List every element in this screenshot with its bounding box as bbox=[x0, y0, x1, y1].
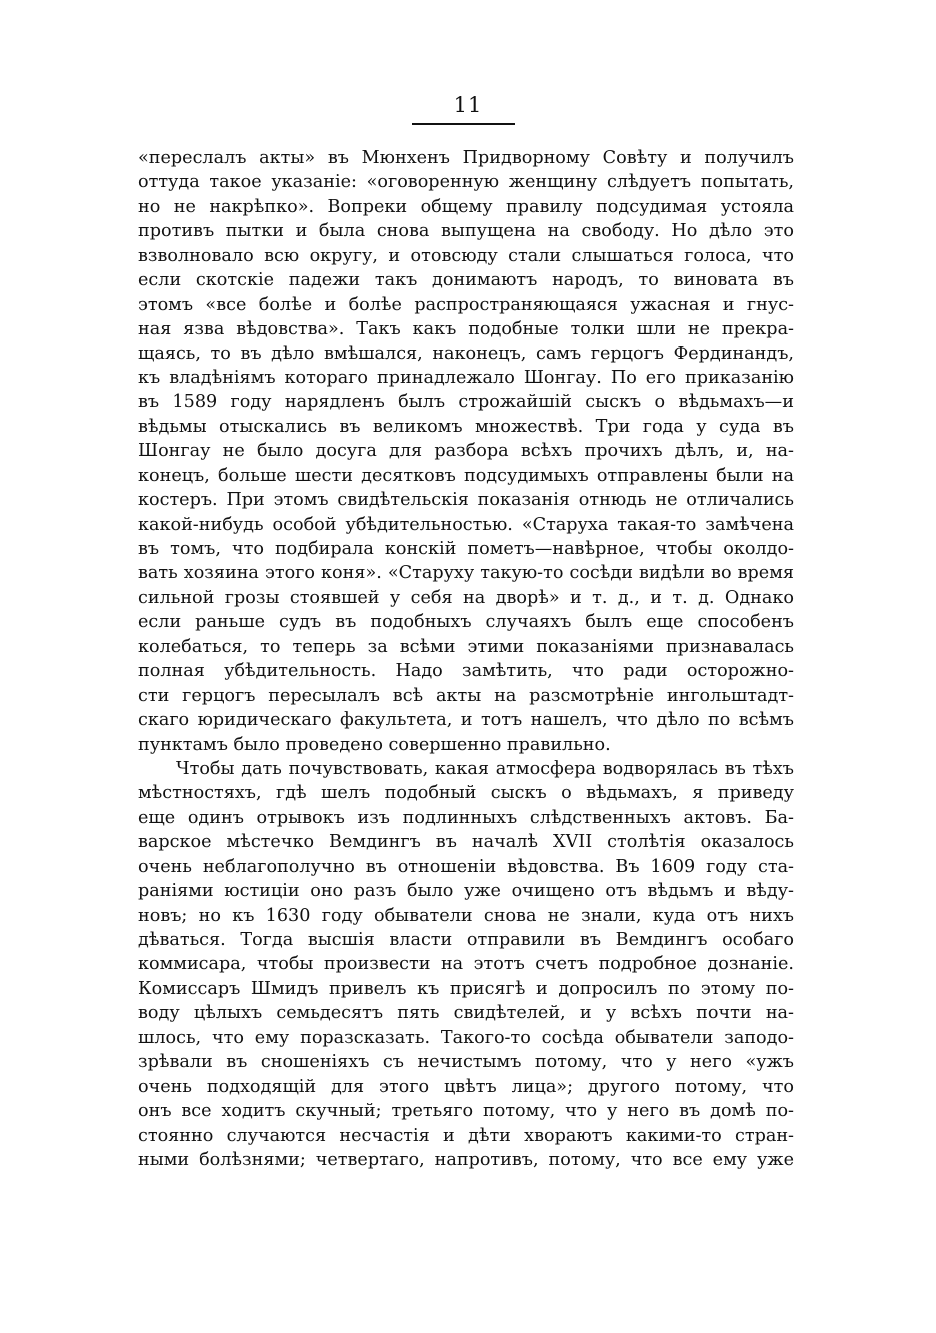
text-line: «переслалъ акты» въ Мюнхенъ Придворному Совѣту и получилъ bbox=[138, 148, 794, 168]
text-line: вѣдьмы отыскались въ великомъ множествѣ. Три года у суда въ bbox=[138, 416, 794, 437]
text-line: вать хозяина этого коня». «Старуху такую-то сосѣди видѣли во время bbox=[138, 563, 794, 584]
text-line: варское мѣстечко Вемдингъ въ началѣ XVII столѣтія оказалось bbox=[138, 832, 794, 853]
text-line: колебаться, то теперь за всѣми этими показаніями признавалась bbox=[138, 636, 794, 657]
text-line: онъ все ходитъ скучный; третьяго потому, что у него въ домѣ по- bbox=[138, 1101, 794, 1122]
text-line: щаясь, то въ дѣло вмѣшался, наконецъ, самъ герцогъ Фердинандъ, bbox=[138, 343, 794, 364]
header-rule bbox=[412, 123, 515, 125]
text-line: ными болѣзнями; четвертаго, напротивъ, потому, что все ему уже bbox=[138, 1149, 794, 1170]
text-line: очень подходящій для этого цвѣтъ лица»; другого потому, что bbox=[138, 1076, 794, 1097]
text-line: взволновало всю округу, и отовсюду стали слышаться голоса, что bbox=[138, 245, 794, 266]
body-text bbox=[138, 146, 794, 1172]
page-number: 11 bbox=[453, 93, 483, 117]
text-line: какой-нибудь особой убѣдительностью. «Старуха такая-то замѣчена bbox=[138, 514, 794, 535]
text-line: новъ; но къ 1630 году обыватели снова не знали, куда отъ нихъ bbox=[138, 905, 794, 926]
text-line: сти герцогъ пересылалъ всѣ акты на разсмотрѣніе ингольштадт- bbox=[138, 685, 794, 706]
text-line: Чтобы дать почувствовать, какая атмосфера водворялась въ тѣхъ bbox=[176, 758, 794, 779]
text-line: Шонгау не было досуга для разбора всѣхъ прочихъ дѣлъ, и, на- bbox=[138, 441, 794, 462]
text-line: полная убѣдительность. Надо замѣтить, что ради осторожно- bbox=[138, 661, 794, 682]
text-line: очень неблагополучно въ отношеніи вѣдовства. Въ 1609 году ста- bbox=[138, 856, 794, 877]
paragraph bbox=[138, 146, 794, 757]
text-line: коммисара, чтобы произвести на этотъ счетъ подробное дознаніе. bbox=[138, 954, 794, 975]
text-line: оттуда такое указаніе: «оговоренную женщину слѣдуетъ попытать, bbox=[138, 172, 794, 193]
text-line: Комиссаръ Шмидъ привелъ къ присягѣ и допросилъ по этому по- bbox=[138, 978, 794, 999]
text-line: скаго юридическаго факультета, и тотъ нашелъ, что дѣло по всѣмъ bbox=[138, 710, 794, 731]
text-line: мѣстностяхъ, гдѣ шелъ подобный сыскъ о вѣдьмахъ, я приведу bbox=[138, 783, 794, 804]
text-line: сильной грозы стоявшей у себя на дворѣ» и т. д., и т. д. Однако bbox=[138, 587, 794, 608]
text-line: въ 1589 году нарядленъ былъ строжайшій сыскъ о вѣдьмахъ—и bbox=[138, 392, 794, 413]
text-line: къ владѣніямъ котораго принадлежало Шонгау. По его приказанію bbox=[138, 367, 794, 388]
text-line: противъ пытки и была снова выпущена на свободу. Но дѣло это bbox=[138, 221, 794, 242]
text-line: костеръ. При этомъ свидѣтельскія показанія отнюдь не отличались bbox=[138, 490, 794, 511]
text-line: если скотскіе падежи такъ донимаютъ народъ, то виновата въ bbox=[138, 270, 794, 291]
text-line: пунктамъ было проведено совершенно правильно. bbox=[138, 734, 611, 755]
text-line: этомъ «все болѣе и болѣе распространяющаяся ужасная и гнус- bbox=[138, 294, 794, 315]
text-line: конецъ, больше шести десятковъ подсудимыхъ отправлены были на bbox=[138, 465, 794, 486]
text-line: шлось, что ему поразсказать. Такого-то сосѣда обыватели заподо- bbox=[138, 1027, 794, 1048]
text-line: дѣваться. Тогда высшія власти отправили въ Вемдингъ особаго bbox=[138, 930, 794, 950]
text-line: ная язва вѣдовства». Такъ какъ подобные толки шли не прекра- bbox=[138, 319, 794, 340]
text-line: зрѣвали въ сношеніяхъ съ нечистымъ потому, что у него «ужъ bbox=[138, 1052, 794, 1073]
text-line: стоянно случаются несчастія и дѣти хвораютъ какими-то стран- bbox=[138, 1125, 794, 1146]
text-line: раніями юстиціи оно разъ было уже очищено отъ вѣдьмъ и вѣду- bbox=[138, 881, 794, 902]
text-line: но не накрѣпко». Вопреки общему правилу подсудимая устояла bbox=[138, 196, 794, 217]
text-line: если раньше судъ въ подобныхъ случаяхъ былъ еще способенъ bbox=[138, 612, 794, 633]
paragraph bbox=[138, 757, 794, 1172]
text-line: еще одинъ отрывокъ изъ подлинныхъ слѣдственныхъ актовъ. Ба- bbox=[138, 807, 794, 828]
text-line: воду цѣлыхъ семьдесятъ пять свидѣтелей, и у всѣхъ почти на- bbox=[138, 1003, 794, 1024]
text-line: въ томъ, что подбирала конскій пометъ—навѣрное, чтобы околдо- bbox=[138, 539, 794, 559]
